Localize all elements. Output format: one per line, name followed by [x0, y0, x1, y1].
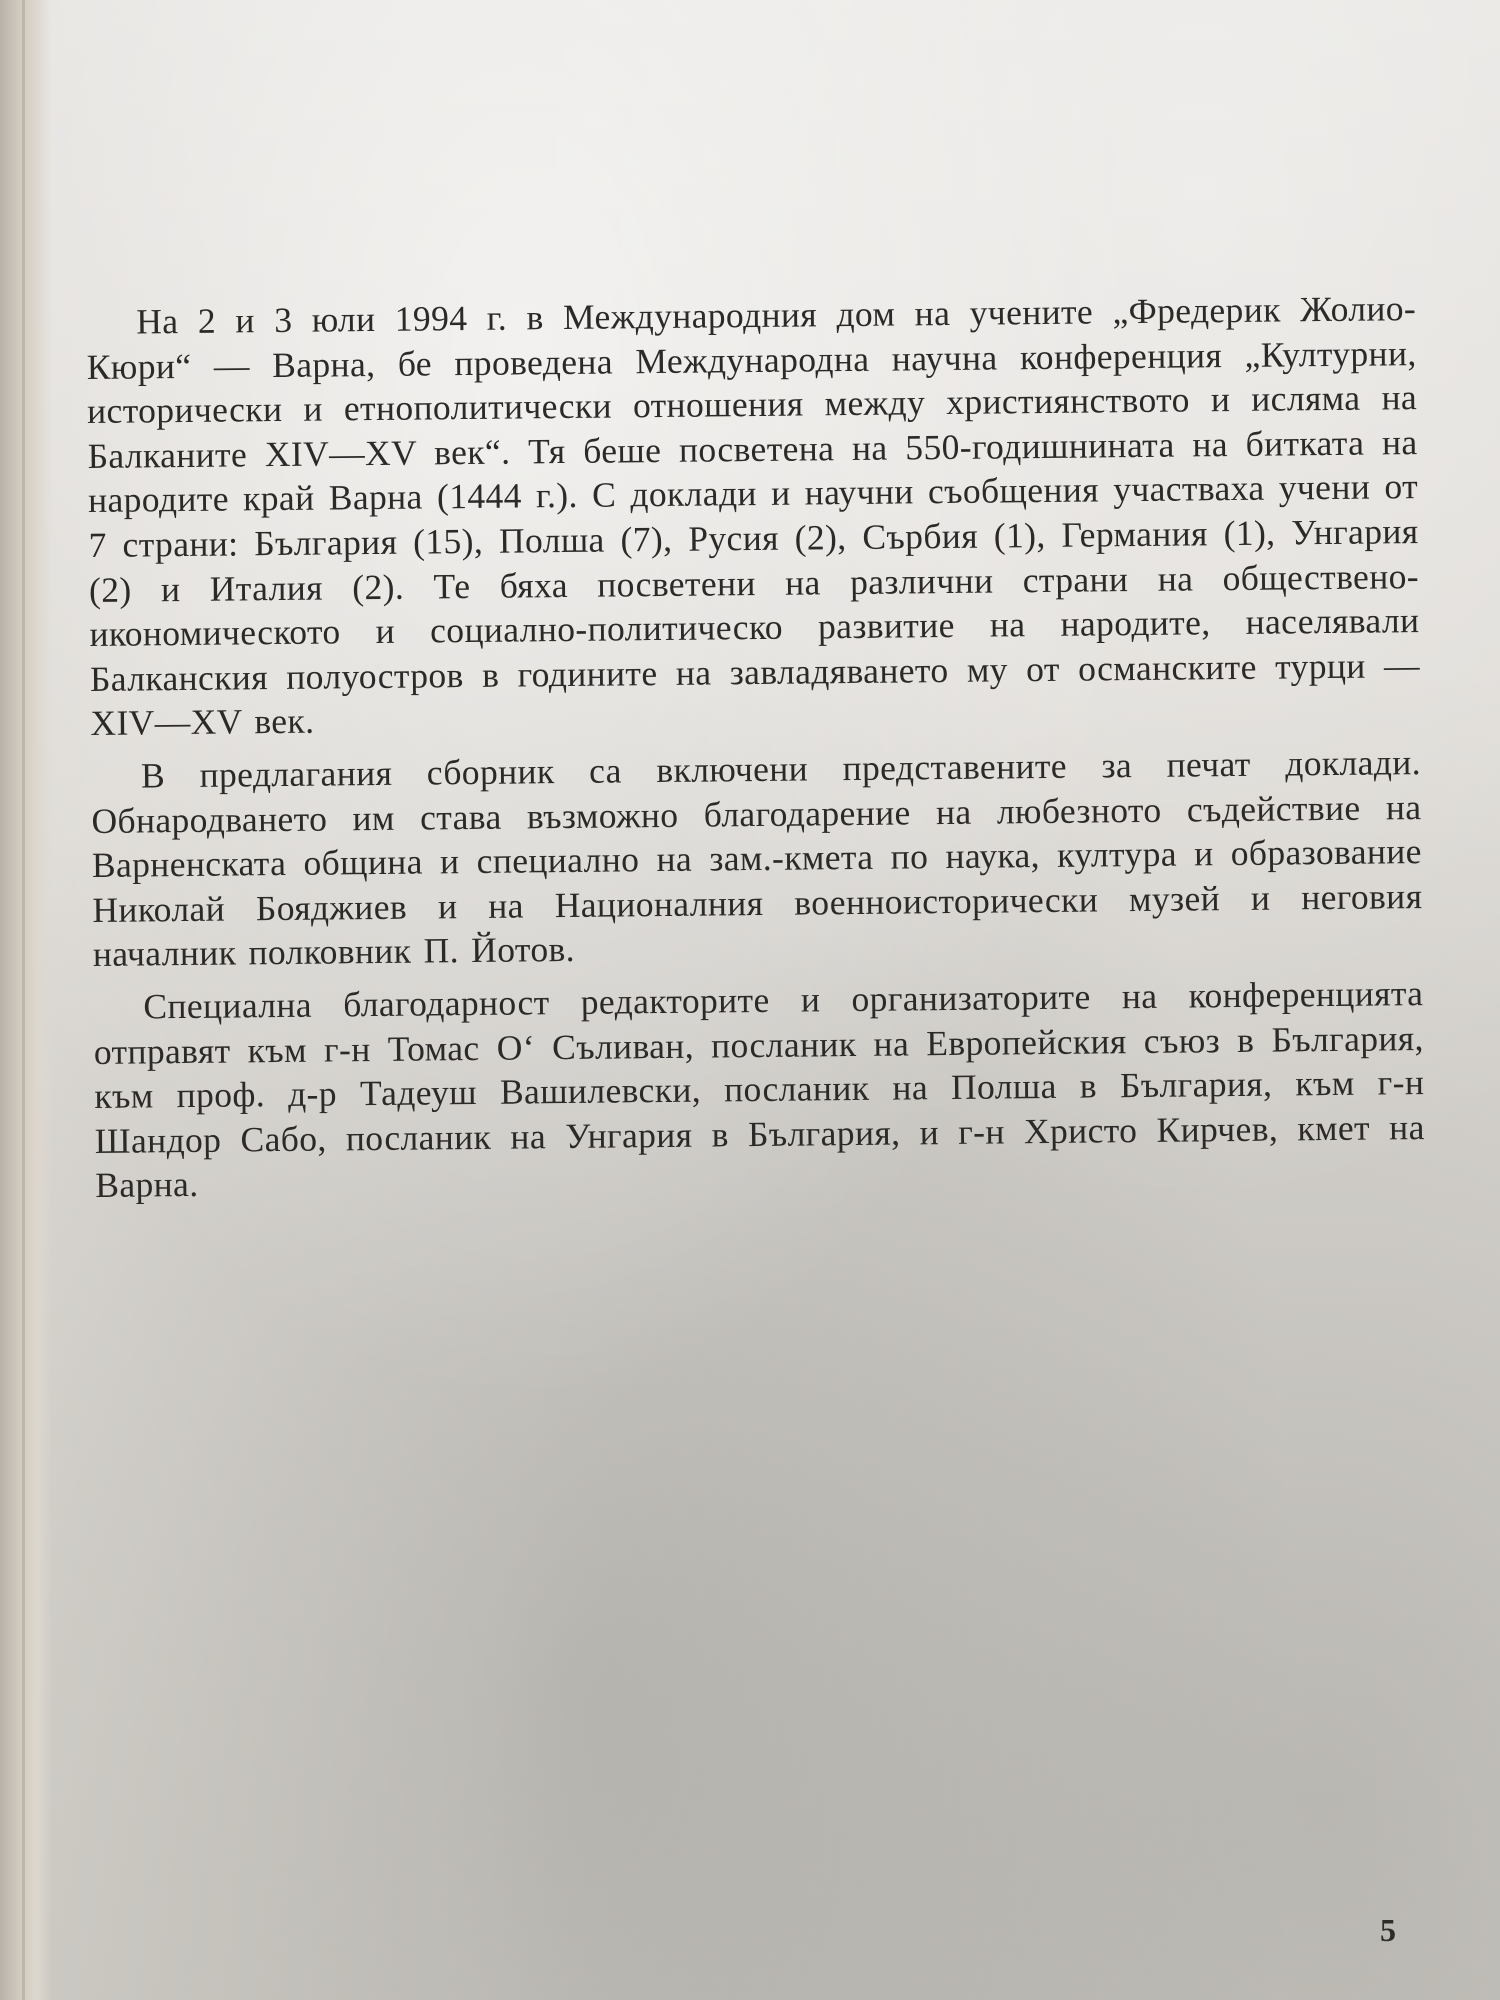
- paragraph-collection: В предлагания сборник са включени представените за печат доклади. Обнародването им става възможно благодарение на любезното съдействие на Варненската община и специално на зам.-кмета по наука, култура и образование Николай Бояджиев и на Националния военноисторически музей и неговия началник полковник П. Йотов.: [91, 741, 1423, 975]
- paragraph-acknowledgements: Специална благодарност редакторите и организаторите на конференцията отправят към г-н Томас О‘ Съливан, посланик на Европейския съюз в България, към проф. д-р Тадеуш Вашилевски, посланик на Полша в България, към г-н Шандор Сабо, посланик на Унгария в България, и г-н Христо Кирчев, кмет на Варна.: [93, 972, 1425, 1206]
- paragraph-conference: На 2 и 3 юли 1994 г. в Международния дом на учените „Фредерик Жолио-Кюри“ — Варна, бе проведена Международна научна конференция „Културни, исторически и етнополитически отношения между християнството и исляма на Балканите XIV—XV век“. Тя беше посветена на 550-годишнината на битката на народите край Варна (1444 г.). С доклади и научни съобщения участваха учени от 7 страни: България (15), Полша (7), Русия (2), Сърбия (1), Германия (1), Унгария (2) и Италия (2). Те бяха посветени на различни страни на обществено-икономическото и социално-политическо развитие на народите, населявали Балканския полуостров в годините на завладяването му от османските турци — XIV—XV век.: [86, 288, 1421, 744]
- body-text: [86, 286, 1426, 1216]
- page-number: 5: [1380, 1912, 1396, 1948]
- binding-crease: [22, 0, 25, 2000]
- book-binding-edge: [0, 0, 52, 2000]
